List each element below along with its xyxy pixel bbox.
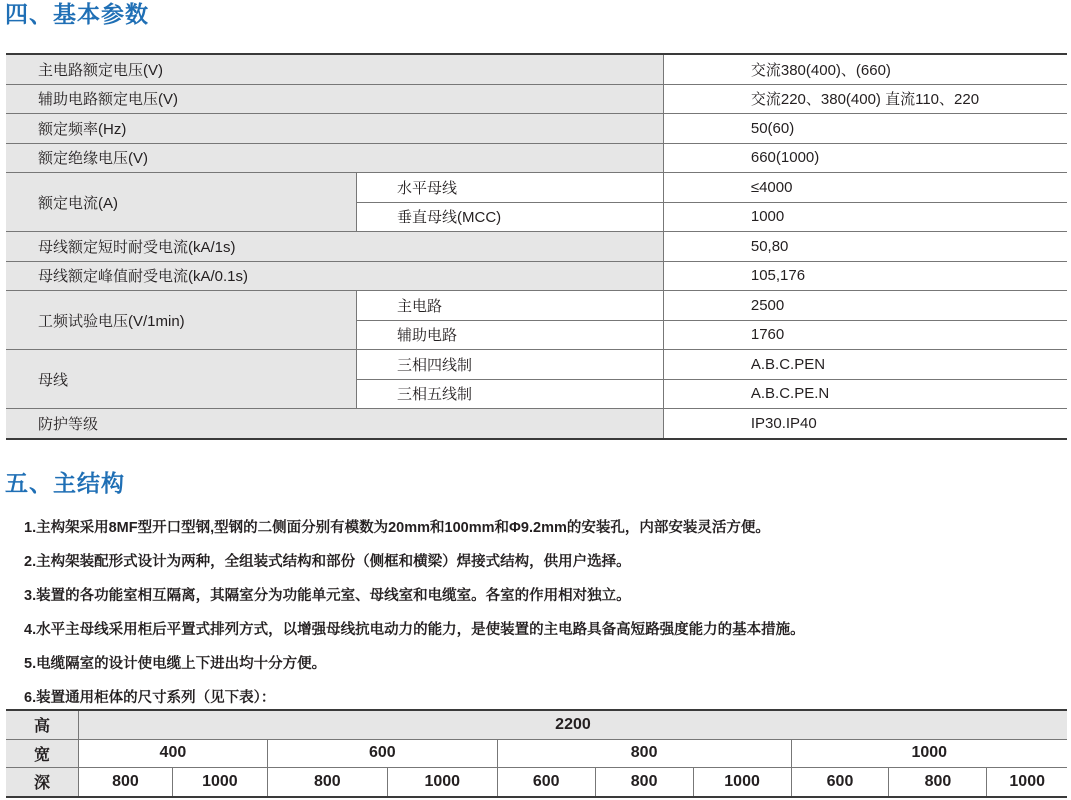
param-value: 交流380(400)、(660) [663, 54, 1067, 84]
depth-value: 800 [595, 768, 693, 797]
depth-value: 600 [791, 768, 889, 797]
table-row [6, 291, 1067, 321]
param-value: IP30.IP40 [663, 409, 1067, 439]
param-name: 防护等级 [6, 409, 663, 439]
section-title-basic-parameters: 四、基本参数 [5, 2, 149, 28]
basic-parameters-table [6, 53, 1067, 440]
depth-value: 800 [78, 768, 172, 797]
param-sub-label: 垂直母线(MCC) [357, 202, 664, 232]
list-item: 2.主构架装配形式设计为两种，全组装式结构和部份（侧框和横梁）焊接式结构，供用户选择。 [24, 554, 631, 570]
param-name: 工频试验电压(V/1min) [6, 291, 357, 350]
table-row [6, 261, 1067, 291]
param-name: 母线额定短时耐受电流(kA/1s) [6, 232, 663, 262]
param-value: 1000 [663, 202, 1067, 232]
param-value: 2500 [663, 291, 1067, 321]
width-value: 800 [497, 739, 791, 768]
param-value: ≤4000 [663, 173, 1067, 203]
list-item: 6.装置通用柜体的尺寸系列（见下表）： [24, 690, 276, 706]
param-value: 1760 [663, 320, 1067, 350]
table-row [6, 232, 1067, 262]
param-value: 50(60) [663, 114, 1067, 144]
table-row [6, 739, 1067, 768]
param-sub-label: 主电路 [357, 291, 664, 321]
width-value: 600 [267, 739, 497, 768]
table-row [6, 114, 1067, 144]
depth-value: 800 [889, 768, 987, 797]
list-item: 4.水平主母线采用柜后平置式排列方式，以增强母线抗电动力的能力，是使装置的主电路具备高短路强度能力的基本措施。 [24, 622, 805, 638]
param-value: 交流220、380(400) 直流110、220 [663, 84, 1067, 114]
table-row [6, 84, 1067, 114]
table-row [6, 710, 1067, 739]
param-value: A.B.C.PE.N [663, 379, 1067, 409]
param-value: A.B.C.PEN [663, 350, 1067, 380]
structure-list [24, 511, 805, 715]
depth-value: 1000 [987, 768, 1067, 797]
depth-value: 800 [267, 768, 387, 797]
width-value: 400 [78, 739, 267, 768]
param-value: 105,176 [663, 261, 1067, 291]
width-label: 宽 [6, 739, 78, 768]
param-value: 660(1000) [663, 143, 1067, 173]
depth-label: 深 [6, 768, 78, 797]
param-value: 50,80 [663, 232, 1067, 262]
param-sub-label: 水平母线 [357, 173, 664, 203]
param-name: 母线额定峰值耐受电流(kA/0.1s) [6, 261, 663, 291]
param-name: 主电路额定电压(V) [6, 54, 663, 84]
table-row [6, 54, 1067, 84]
param-name: 辅助电路额定电压(V) [6, 84, 663, 114]
param-sub-label: 三相五线制 [357, 379, 664, 409]
table-row [6, 350, 1067, 380]
list-item: 5.电缆隔室的设计使电缆上下进出均十分方便。 [24, 656, 327, 672]
height-value: 2200 [78, 710, 1067, 739]
section-title-main-structure: 五、主结构 [5, 471, 125, 497]
depth-value: 600 [497, 768, 595, 797]
height-label: 高 [6, 710, 78, 739]
table-row [6, 143, 1067, 173]
list-item: 3.装置的各功能室相互隔离，其隔室分为功能单元室、母线室和电缆室。各室的作用相对独立。 [24, 588, 631, 604]
depth-value: 1000 [172, 768, 267, 797]
param-name: 额定绝缘电压(V) [6, 143, 663, 173]
param-sub-label: 三相四线制 [357, 350, 664, 380]
depth-value: 1000 [693, 768, 791, 797]
table-row [6, 768, 1067, 797]
table-row [6, 409, 1067, 439]
width-value: 1000 [791, 739, 1067, 768]
param-name: 额定频率(Hz) [6, 114, 663, 144]
cabinet-dimensions-table [6, 709, 1067, 798]
param-sub-label: 辅助电路 [357, 320, 664, 350]
table-row [6, 173, 1067, 203]
param-name: 额定电流(A) [6, 173, 357, 232]
list-item: 1.主构架采用8MF型开口型钢,型钢的二侧面分别有模数为20mm和100mm和Φ9.2mm的安装孔，内部安装灵活方便。 [24, 520, 770, 536]
param-name: 母线 [6, 350, 357, 409]
depth-value: 1000 [387, 768, 497, 797]
